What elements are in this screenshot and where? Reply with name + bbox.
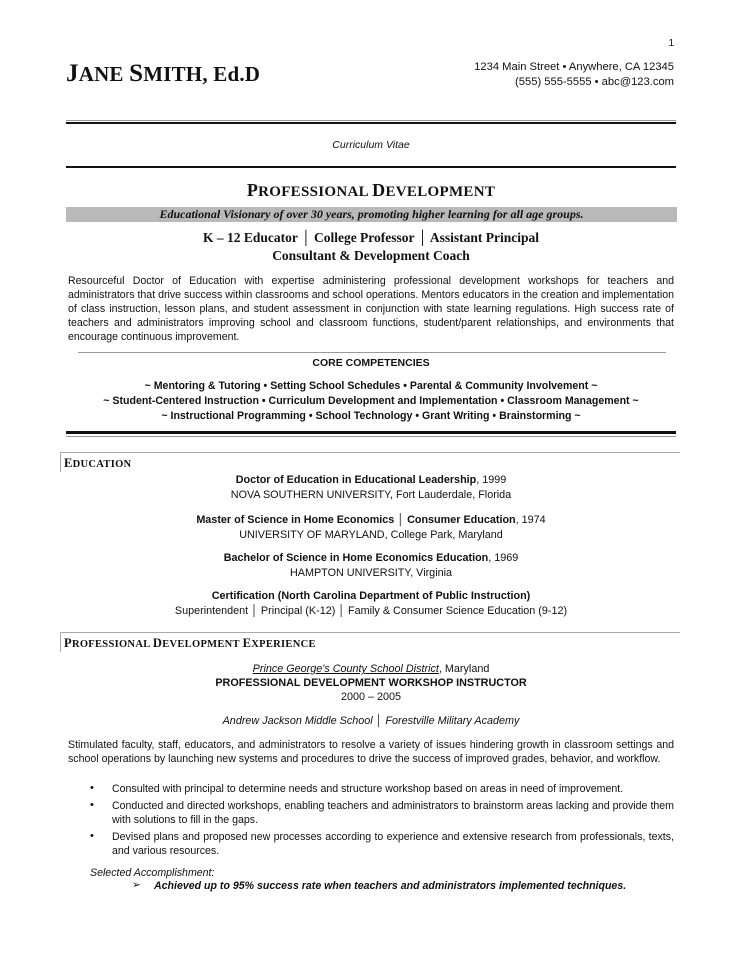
certification-title: Certification (North Carolina Department of Public Instruction) [211,590,531,602]
certification-items: Superintendent │ Principal (K-12) │ Family & Consumer Science Education (9-12) [174,605,568,617]
roles-line-1: K – 12 Educator │ College Professor │ Assistant Principal [203,230,539,245]
education-school-2: UNIVERSITY OF MARYLAND, College Park, Maryland [239,529,503,541]
roles-line-2: Consultant & Development Coach [272,248,470,263]
job-schools: Andrew Jackson Middle School │ Forestville Military Academy [222,715,520,727]
core-rule [78,352,666,353]
bullet-marker-1: • [90,782,94,794]
address: 1234 Main Street • Anywhere, CA 12345 [474,61,674,73]
core-bottom-rule-thin [66,436,676,437]
header-rule-thin [66,120,676,121]
education-degree-3: Bachelor of Science in Home Economics Education, 1969 [223,552,519,564]
page-title: PROFESSIONAL DEVELOPMENT [246,180,496,200]
education-degree-2: Master of Science in Home Economics │ Consumer Education, 1974 [196,514,546,526]
employer-line: Prince George's County School District, Maryland [252,663,490,675]
page-number: 1 [668,38,674,49]
core-competencies-title: CORE COMPETENCIES [312,357,430,369]
job-bullet-3: Devised plans and proposed new processes according to experience and extensive research from professionals, texts, and various resources. [112,831,674,857]
job-title: PROFESSIONAL DEVELOPMENT WORKSHOP INSTRUCTOR [215,677,527,689]
bullet-marker-2: • [90,799,94,811]
cv-label: Curriculum Vitae [332,139,410,151]
candidate-name: JANE SMITH, Ed.D [66,60,261,87]
core-bottom-rule-heavy [66,431,676,434]
phone-email: (555) 555-5555 • abc@123.com [515,76,674,88]
education-degree-1: Doctor of Education in Educational Leadership, 1999 [235,474,507,486]
header-rule-thick [66,122,676,124]
education-section-frame [60,452,680,472]
title-rule [66,166,676,168]
contact-block [474,60,674,90]
accomplishment-label: Selected Accomplishment: [90,867,215,879]
core-line-2: ~ Student-Centered Instruction • Curriculum Development and Implementation • Classroom Management ~ [103,395,639,407]
tagline-banner: Educational Visionary of over 30 years, promoting higher learning for all age groups. [66,207,677,222]
arrow-icon: ➢ [132,879,141,891]
core-line-3: ~ Instructional Programming • School Technology • Grant Writing • Brainstorming ~ [161,410,581,422]
job-intro: Stimulated faculty, staff, educators, and administrators to resolve a variety of issues hindering growth in classroom settings and school operations by launching new systems and procedures to drive the success of improved grades, behavior, and workflow. [68,739,674,765]
education-school-3: HAMPTON UNIVERSITY, Virginia [289,567,452,579]
job-bullet-2: Conducted and directed workshops, enabling teachers and administrators to brainstorm areas lacking and provide them with solutions to fill in the gaps. [112,800,674,826]
job-dates: 2000 – 2005 [340,691,402,703]
accomplishment-text: Achieved up to 95% success rate when teachers and administrators implemented techniques. [154,880,627,892]
job-bullet-1: Consulted with principal to determine needs and structure workshop based on areas in need of improvement. [112,783,624,795]
education-school-1: NOVA SOUTHERN UNIVERSITY, Fort Lauderdale, Florida [230,489,512,501]
experience-heading: PROFESSIONAL DEVELOPMENT EXPERIENCE [64,636,316,650]
core-line-1: ~ Mentoring & Tutoring • Setting School Schedules • Parental & Community Involvement ~ [144,380,598,392]
professional-summary: Resourceful Doctor of Education with expertise administering professional development workshops for teachers and administrators that drive success within classrooms and school operations. Mentors educators in the creation and implementation of class instruction, lesson plans, and student assessment in conjunction with state learning regulations. High success rate of teachers and administrators improving school and classroom functions, student/parent relationships, and environments that encourage continuous improvement. [68,275,674,343]
bullet-marker-3: • [90,830,94,842]
education-heading: EDUCATION [64,456,132,470]
